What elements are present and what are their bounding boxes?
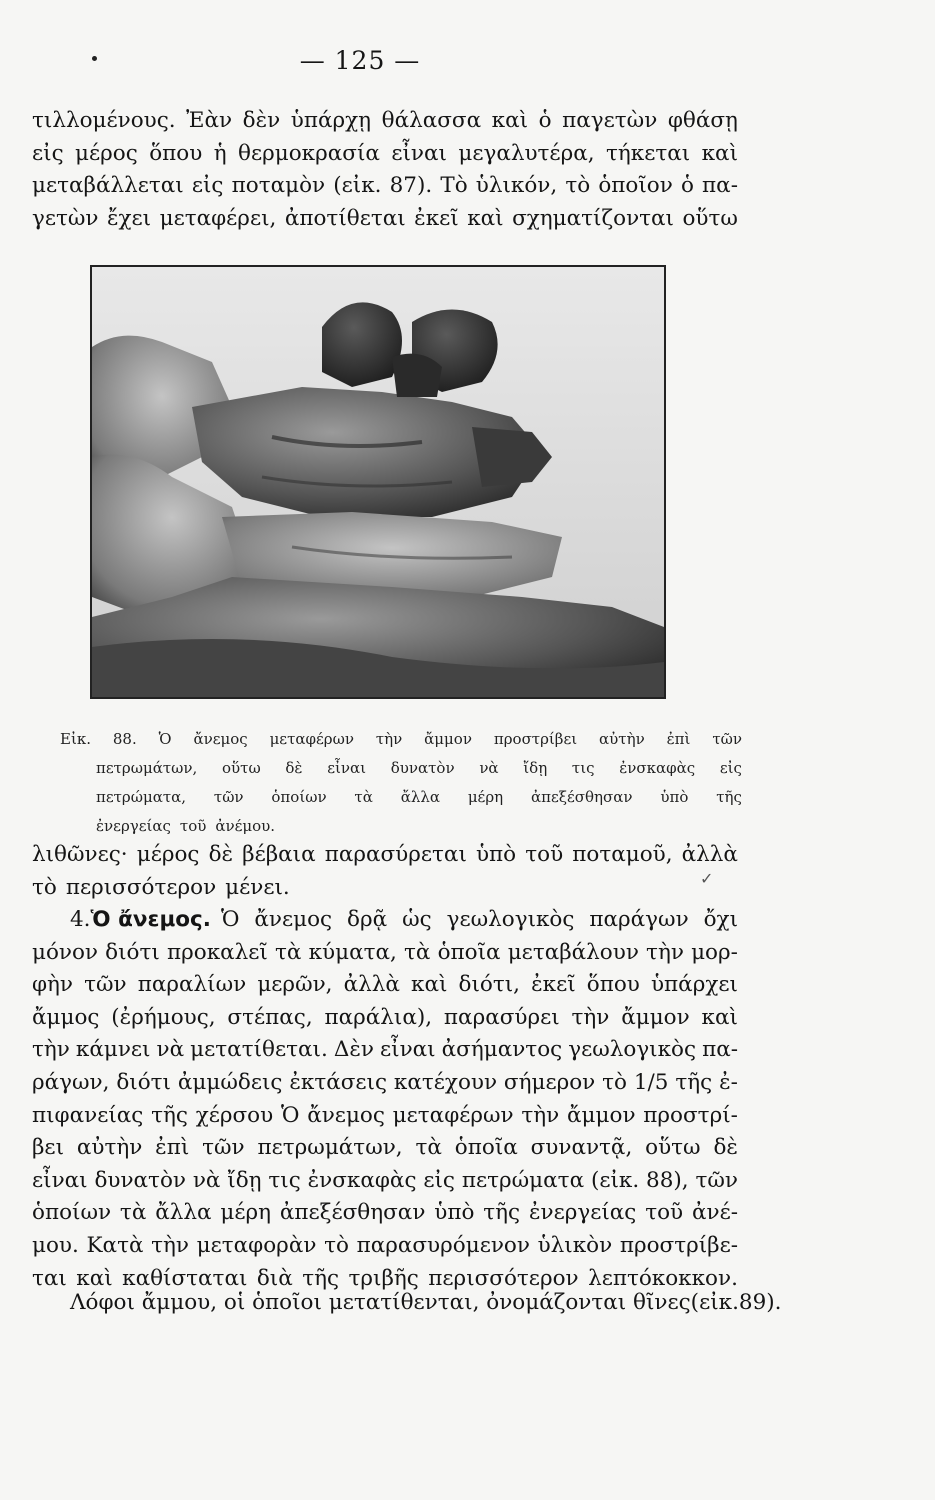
text-line: ὁποίων τὰ ἄλλα μέρη ἀπεξέσθησαν ὑπὸ τῆς ἐνεργείας τοῦ ἀνέ- bbox=[32, 1200, 738, 1226]
section-number: 4. bbox=[70, 907, 91, 932]
text-line: τὸ περισσότερον μένει. bbox=[32, 874, 290, 900]
top-paragraph bbox=[32, 105, 738, 235]
text-line: πιφανείας τῆς χέρσου Ὁ ἄνεμος μεταφέρων τὴν ἄμμον προστρί- bbox=[32, 1102, 738, 1128]
text-line: γετὼν ἔχει μεταφέρει, ἀποτίθεται ἐκεῖ καὶ σχηματίζονται οὕτω bbox=[32, 205, 738, 231]
text-line: μου. Κατὰ τὴν μεταφορὰν τὸ παρασυρόμενον ὑλικὸν προστρίβε- bbox=[32, 1232, 738, 1258]
page-number: — 125 — bbox=[299, 46, 421, 75]
text-line: τὴν κάμνει νὰ μετατίθεται. Δὲν εἶναι ἀσήμαντος γεωλογικὸς πα- bbox=[32, 1037, 738, 1063]
text-line: πετρώματα, τῶν ὁποίων τὰ ἄλλα μέρη ἀπεξέσθησαν ὑπὸ τῆς bbox=[96, 788, 742, 806]
rock-formation-photo bbox=[92, 267, 664, 697]
section-title: Ὁ ἄνεμος. bbox=[90, 907, 211, 932]
text-line: ται καὶ καθίσταται διὰ τῆς τριβῆς περισσότερον λεπτόκοκκον. bbox=[32, 1265, 738, 1291]
figure-88-photo bbox=[90, 265, 666, 699]
section-heading-line bbox=[32, 904, 738, 937]
text-line: μόνον διότι προκαλεῖ τὰ κύματα, τὰ ὁποῖα μεταβάλουν τὴν μορ- bbox=[32, 939, 738, 965]
text-line: Εἰκ. 88. Ὁ ἄνεμος μεταφέρων τὴν ἄμμον προστρίβει αὐτὴν ἐπὶ τῶν bbox=[60, 730, 742, 748]
text-line: μεταβάλλεται εἰς ποταμὸν (εἰκ. 87). Τὸ ὑλικόν, τὸ ὁποῖον ὁ πα- bbox=[32, 173, 738, 199]
text-line bbox=[32, 1287, 782, 1320]
text-line: ράγων, διότι ἀμμώδεις ἐκτάσεις κατέχουν σήμερον τὸ 1/5 τῆς ἐ- bbox=[32, 1069, 738, 1095]
text-line: ἐνεργείας τοῦ ἀνέμου. bbox=[96, 817, 276, 835]
figure-caption bbox=[60, 725, 742, 841]
text-line: πετρωμάτων, οὕτω δὲ εἶναι δυνατὸν νὰ ἴδῃ τις ἐνσκαφὰς εἰς bbox=[96, 759, 742, 777]
text-line: εἰς μέρος ὅπου ἡ θερμοκρασία εἶναι μεγαλυτέρα, τήκεται καὶ bbox=[32, 140, 738, 166]
last-paragraph bbox=[32, 1287, 782, 1320]
text-line: λιθῶνες· μέρος δὲ βέβαια παρασύρεται ὑπὸ τοῦ ποταμοῦ, ἀλλὰ bbox=[32, 842, 738, 867]
section-first-line: Ὁ ἄνεμος δρᾷ ὡς γεωλογικὸς παράγων ὄχι bbox=[220, 907, 738, 932]
last-paragraph-text: Λόφοι ἄμμου, οἱ ὁποῖοι μετατίθενται, ὀνομάζονται θῖνες(εἰκ.89). bbox=[70, 1290, 782, 1315]
middle-paragraph bbox=[32, 839, 738, 904]
section-wind bbox=[32, 904, 738, 1295]
text-line: φὴν τῶν παραλίων μερῶν, ἀλλὰ καὶ διότι, ἐκεῖ ὅπου ὑπάρχει bbox=[32, 972, 738, 998]
text-line: βει αὐτὴν ἐπὶ τῶν πετρωμάτων, τὰ ὁποῖα συναντᾷ, οὕτω δὲ bbox=[32, 1135, 738, 1161]
text-line: εἶναι δυνατὸν νὰ ἴδῃ τις ἐνσκαφὰς εἰς πετρώματα (εἰκ. 88), τῶν bbox=[32, 1167, 738, 1193]
ink-mark: ✓ bbox=[700, 869, 714, 888]
text-line: ἄμμος (ἐρήμους, στέπας, παράλια), παρασύρει τὴν ἄμμον καὶ bbox=[32, 1004, 738, 1030]
text-line: τιλλομένους. Ἐὰν δὲν ὑπάρχῃ θάλασσα καὶ ὁ παγετὼν φθάσῃ bbox=[32, 108, 738, 133]
